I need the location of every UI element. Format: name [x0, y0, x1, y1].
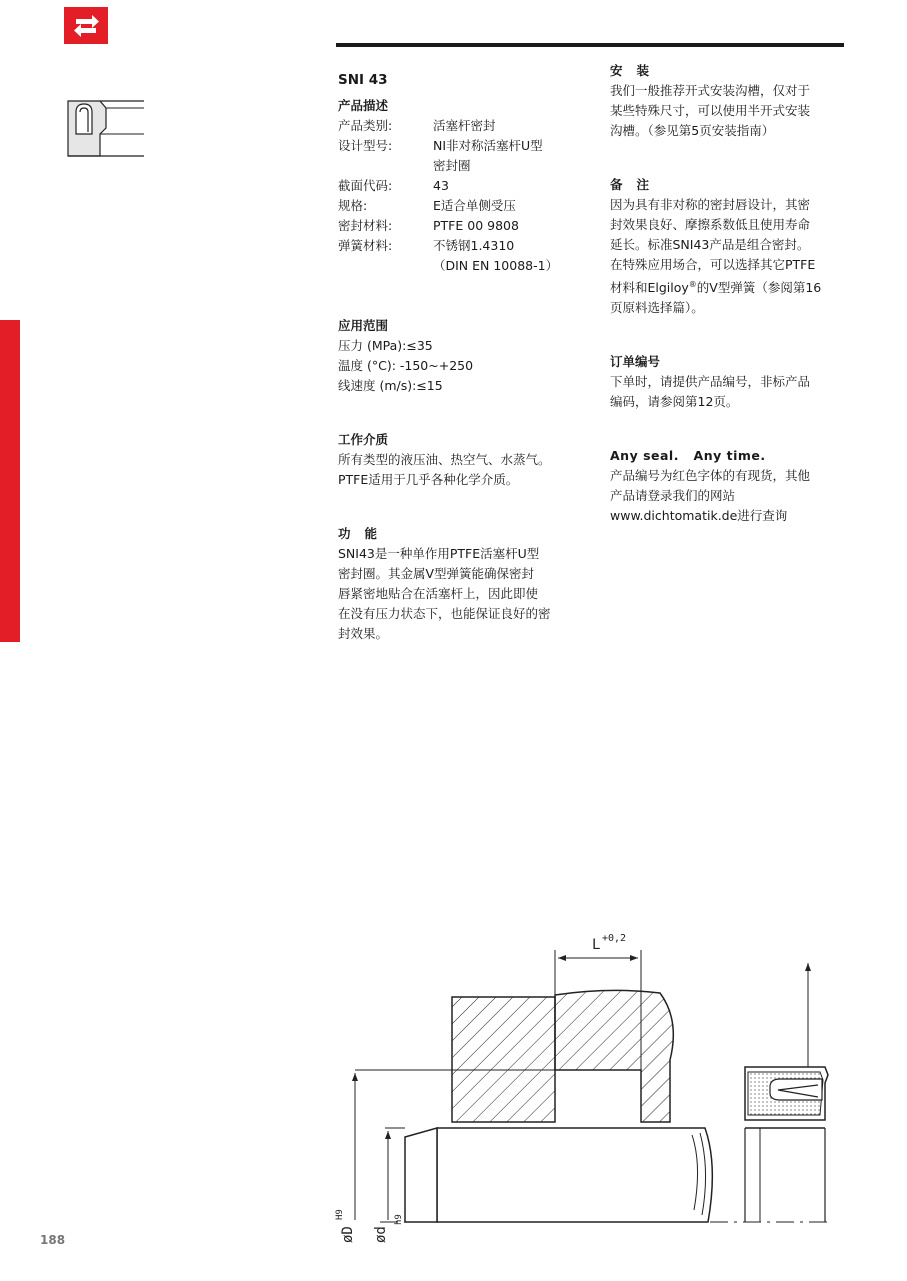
page-number: 188: [40, 1233, 66, 1247]
arrows-exchange-icon: [64, 7, 108, 44]
seal-cross-section: [745, 1067, 828, 1222]
website-line[interactable]: www.dichtomatik.de进行查询: [610, 508, 788, 524]
dim-d-label: ød: [373, 1226, 389, 1243]
stock-line: 产品请登录我们的网站: [610, 488, 736, 504]
media-line: 所有类型的液压油、热空气、水蒸气。: [338, 452, 551, 467]
function-line: SNI43是一种单作用PTFE活塞杆U型: [338, 546, 540, 561]
installation-heading: 安装: [610, 63, 664, 78]
notes-line: 延长。标准SNI43产品是组合密封。: [610, 237, 810, 252]
media-line: PTFE适用于几乎各种化学介质。: [338, 472, 519, 487]
dim-d-tolerance: h9: [394, 1214, 404, 1225]
dim-L-label: L: [592, 937, 601, 953]
spec-row: 设计型号: NI非对称活塞杆U型: [338, 138, 543, 153]
spec-row: 密封材料: PTFE 00 9808: [338, 218, 519, 233]
media-heading: 工作介质: [338, 432, 389, 447]
dimension-seal-height: [805, 963, 811, 1067]
application-heading: 应用范围: [338, 318, 389, 333]
dimension-d: [373, 1128, 405, 1243]
spec-list: [338, 116, 578, 276]
function-heading: 功能: [338, 526, 392, 541]
notes-line: 页原料选择篇）。: [610, 300, 704, 316]
dim-L-tolerance: +0,2: [602, 933, 627, 944]
description-heading: 产品描述: [338, 98, 389, 113]
spec-row: （DIN EN 10088-1）: [433, 258, 559, 273]
spec-row: 产品类别: 活塞杆密封: [338, 118, 496, 133]
spec-row: 规格: E适合单侧受压: [338, 198, 516, 213]
spec-row: 弹簧材料: 不锈钢1.4310: [338, 238, 515, 253]
notes-line: 因为具有非对称的密封唇设计，其密: [610, 197, 811, 212]
function-line: 密封圈。其金属V型弹簧能确保密封: [338, 566, 535, 581]
installation-line: 我们一般推荐开式安装沟槽，仅对于: [610, 83, 811, 98]
spec-row: 密封圈: [433, 158, 471, 173]
dim-D-tolerance: H9: [335, 1209, 345, 1220]
housing-right: [555, 990, 673, 1122]
notes-line: 材料和Elgiloy®的V型弹簧（参阅第16: [610, 280, 822, 296]
notes-line: 在特殊应用场合，可以选择其它PTFE: [610, 257, 816, 272]
notes-line: 封效果良好、摩擦系数低且使用寿命: [610, 217, 811, 232]
speed-line: 线速度 (m/s):≤15: [338, 378, 443, 393]
order-heading: 订单编号: [610, 354, 661, 370]
function-line: 封效果。: [338, 626, 389, 641]
product-code: SNI 43: [338, 72, 388, 88]
housing-left: [452, 997, 555, 1122]
order-line: 编码，请参阅第12页。: [610, 394, 739, 410]
tagline: Any seal. Any time.: [610, 448, 766, 464]
brand-logo: [64, 7, 108, 44]
rod: [405, 1128, 712, 1222]
left-column: [338, 70, 578, 644]
function-line: 唇紧密地贴合在活塞杆上，因此即使: [338, 586, 539, 601]
function-line: 在没有压力状态下，也能保证良好的密: [338, 606, 551, 621]
installation-line: 某些特殊尺寸，可以使用半开式安装: [610, 103, 811, 118]
installation-drawing: [330, 925, 840, 1245]
stock-line: 产品编号为红色字体的有现货，其他: [610, 468, 811, 484]
spec-row: 截面代码: 43: [338, 178, 449, 193]
side-accent-bar: [0, 320, 20, 642]
notes-heading: 备注: [610, 177, 664, 192]
right-column: [610, 61, 840, 526]
top-rule: [336, 43, 844, 47]
order-line: 下单时，请提供产品编号，非标产品: [610, 374, 811, 390]
dim-D-label: øD: [340, 1226, 356, 1243]
seal-profile-thumbnail: [60, 98, 146, 160]
installation-line: 沟槽。（参见第5页安装指南）: [610, 123, 775, 138]
pressure-line: 压力 (MPa):≤35: [338, 338, 433, 353]
temperature-line: 温度 (°C): -150~+250: [338, 358, 474, 373]
